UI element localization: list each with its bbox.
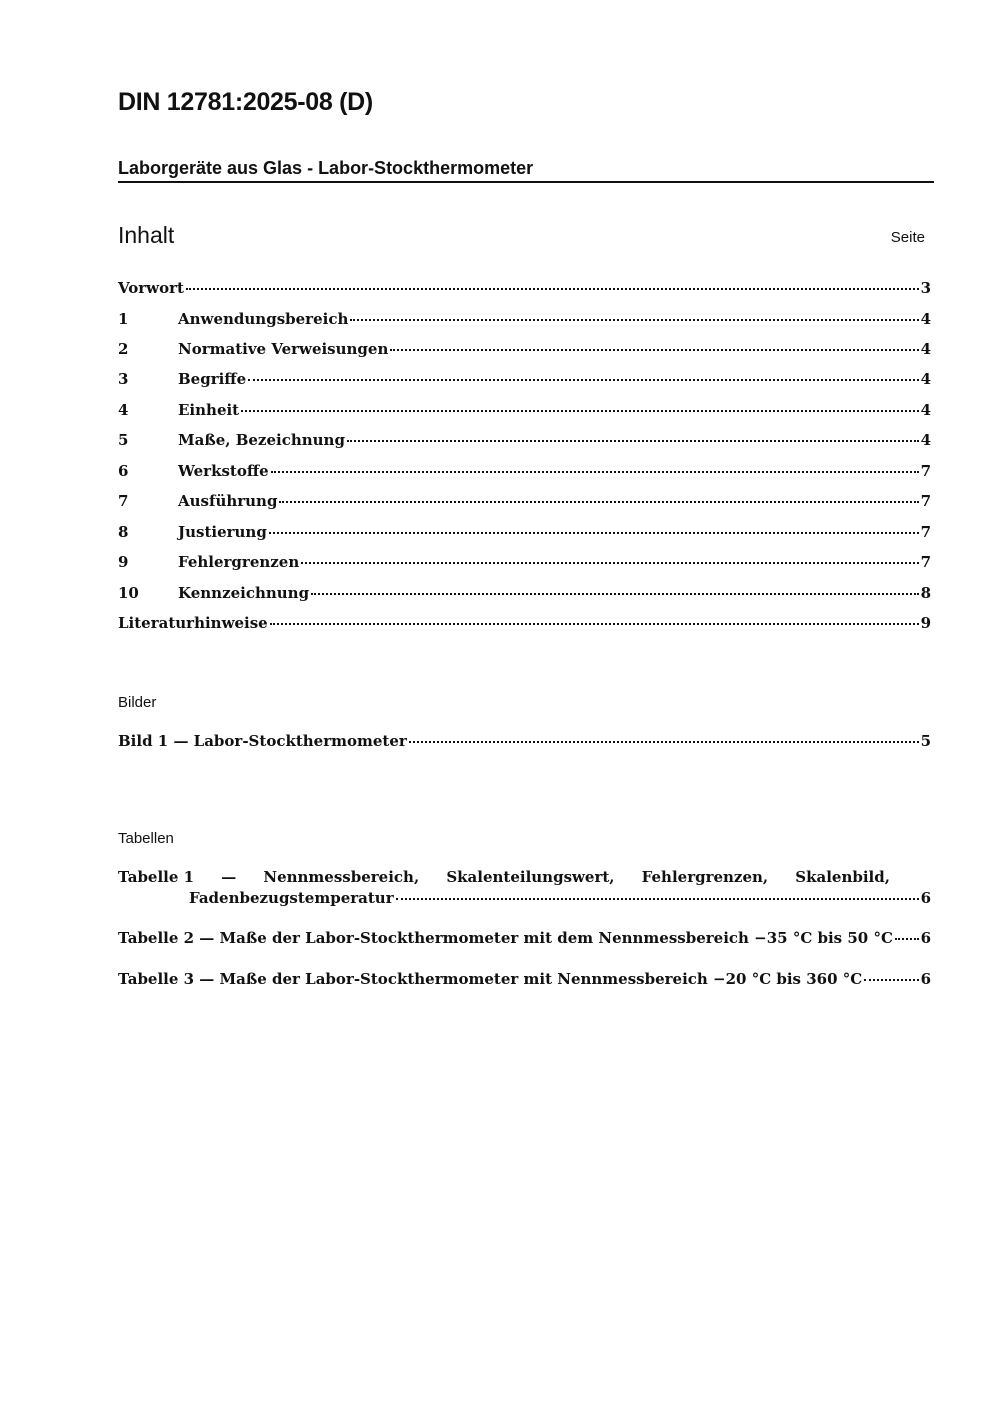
leader-dots	[864, 979, 918, 981]
toc-entry-page: 4	[920, 401, 931, 419]
table-entry-1-line1[interactable]	[118, 868, 890, 886]
leader-dots	[279, 501, 918, 503]
leader-dots	[396, 898, 919, 900]
leader-dots	[347, 440, 919, 442]
toc-entry-10[interactable]	[118, 584, 931, 602]
table-entry-word: Skalenteilungswert,	[446, 868, 615, 886]
toc-entry-text: Maße, Bezeichnung	[178, 431, 345, 449]
table-entry-text: Tabelle 2 — Maße der Labor-Stockthermometer mit dem Nennmessbereich −35 °C bis 50 °C	[118, 929, 893, 947]
toc-entry-page: 4	[920, 310, 931, 328]
leader-dots	[241, 410, 918, 412]
toc-entry-page: 4	[920, 340, 931, 358]
toc-entry-page: 4	[920, 431, 931, 449]
toc-entry-number: 6	[118, 462, 129, 480]
toc-entry-4[interactable]	[118, 401, 931, 419]
toc-entry-number: 5	[118, 431, 129, 449]
table-entry-word: Fehlergrenzen,	[641, 868, 769, 886]
leader-dots	[390, 349, 918, 351]
table-entry-page: 6	[920, 970, 931, 988]
toc-entry-text: Einheit	[178, 401, 240, 419]
toc-entry-text: Fehlergrenzen	[178, 553, 300, 571]
toc-entry-text: Literaturhinweise	[118, 614, 268, 632]
subtitle-divider	[118, 181, 934, 183]
page-column-label: Seite	[890, 229, 925, 246]
toc-entry-number: 4	[118, 401, 129, 419]
toc-entry-page: 4	[920, 370, 931, 388]
toc-heading: Inhalt	[118, 222, 175, 248]
toc-entry-text: Werkstoffe	[178, 462, 269, 480]
table-entry-3[interactable]	[118, 970, 931, 988]
toc-entry-9[interactable]	[118, 553, 931, 571]
toc-entry-number: 9	[118, 553, 129, 571]
toc-entry-vorwort[interactable]	[118, 279, 931, 297]
toc-entry-number: 8	[118, 523, 129, 541]
toc-entry-page: 8	[920, 584, 931, 602]
toc-entry-6[interactable]	[118, 462, 931, 480]
table-entry-1-line2[interactable]	[189, 889, 931, 907]
figures-heading: Bilder	[118, 694, 157, 711]
document-title: DIN 12781:2025-08 (D)	[118, 88, 373, 116]
toc-entry-7[interactable]	[118, 492, 931, 510]
table-entry-word: Skalenbild,	[795, 868, 890, 886]
toc-entry-8[interactable]	[118, 523, 931, 541]
table-entry-2[interactable]	[118, 929, 931, 947]
leader-dots	[895, 938, 919, 940]
table-entry-word: Tabelle 1	[118, 868, 195, 886]
table-entry-text: Tabelle 3 — Maße der Labor-Stockthermometer mit Nennmessbereich −20 °C bis 360 °C	[118, 970, 863, 988]
toc-entry-page: 3	[920, 279, 931, 297]
toc-entry-text: Kennzeichnung	[178, 584, 310, 602]
toc-entry-page: 7	[920, 523, 931, 541]
toc-entry-number: 7	[118, 492, 129, 510]
toc-entry-number: 3	[118, 370, 129, 388]
leader-dots	[311, 593, 918, 595]
toc-entry-text: Vorwort	[118, 279, 184, 297]
toc-entry-text: Anwendungsbereich	[178, 310, 349, 328]
toc-entry-page: 7	[920, 553, 931, 571]
toc-entry-number: 1	[118, 310, 129, 328]
table-entry-word: Nennmessbereich,	[263, 868, 420, 886]
toc-entry-page: 9	[920, 614, 931, 632]
leader-dots	[350, 319, 918, 321]
leader-dots	[248, 379, 918, 381]
toc-entry-1[interactable]	[118, 310, 931, 328]
figure-entry-text: Bild 1 — Labor-Stockthermometer	[118, 732, 407, 750]
toc-entry-text: Ausführung	[178, 492, 278, 510]
figure-entry-1[interactable]	[118, 732, 931, 750]
table-entry-page: 6	[920, 929, 931, 947]
toc-entry-page: 7	[920, 492, 931, 510]
toc-entry-2[interactable]	[118, 340, 931, 358]
figure-entry-page: 5	[920, 732, 931, 750]
tables-heading: Tabellen	[118, 830, 174, 847]
toc-entry-3[interactable]	[118, 370, 931, 388]
toc-entry-text: Justierung	[178, 523, 267, 541]
leader-dots	[186, 288, 919, 290]
leader-dots	[409, 741, 919, 743]
leader-dots	[269, 532, 919, 534]
toc-entry-page: 7	[920, 462, 931, 480]
leader-dots	[271, 471, 919, 473]
table-entry-page: 6	[920, 889, 931, 907]
toc-entry-text: Normative Verweisungen	[178, 340, 389, 358]
table-entry-text: Fadenbezugstemperatur	[189, 889, 394, 907]
toc-entry-literaturhinweise[interactable]	[118, 614, 931, 632]
toc-entry-number: 10	[118, 584, 139, 602]
leader-dots	[270, 623, 919, 625]
toc-entry-text: Begriffe	[178, 370, 247, 388]
toc-entry-number: 2	[118, 340, 129, 358]
leader-dots	[301, 562, 918, 564]
toc-entry-5[interactable]	[118, 431, 931, 449]
table-entry-word: —	[221, 868, 237, 886]
document-subtitle: Laborgeräte aus Glas - Labor-Stockthermometer	[118, 158, 534, 178]
